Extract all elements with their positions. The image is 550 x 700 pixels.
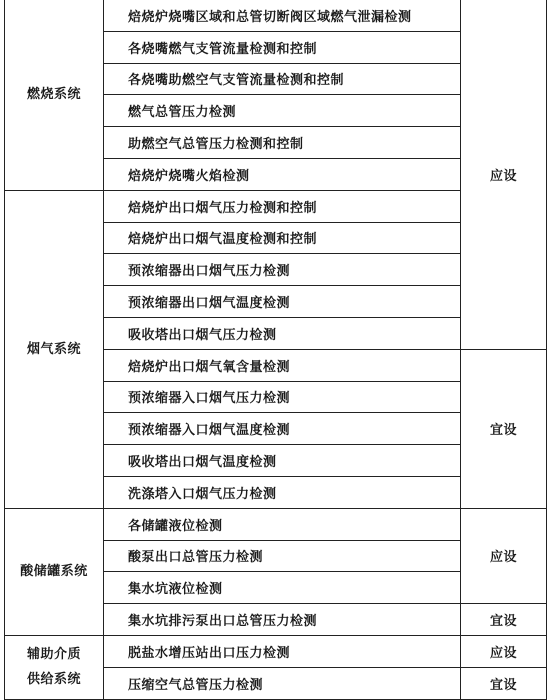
item-cell: 洗涤塔入口烟气压力检测	[104, 476, 461, 508]
item-cell: 各烧嘴燃气支管流量检测和控制	[104, 31, 461, 63]
system-label-line-1: 辅助介质	[26, 647, 81, 663]
item-cell: 吸收塔出口烟气温度检测	[104, 445, 461, 477]
table-row	[5, 0, 547, 31]
requirement-cell-required: 应设	[461, 635, 547, 667]
table-row	[5, 508, 547, 540]
item-cell: 集水坑排污泵出口总管压力检测	[104, 604, 461, 636]
item-cell: 焙烧炉烧嘴区域和总管切断阀区域燃气泄漏检测	[104, 0, 461, 31]
item-cell: 燃气总管压力检测	[104, 95, 461, 127]
requirement-cell-required: 应设	[461, 0, 547, 349]
system-cell-flue-gas: 烟气系统	[5, 190, 104, 508]
system-cell-combustion: 燃烧系统	[5, 0, 104, 190]
item-cell: 酸泵出口总管压力检测	[104, 540, 461, 572]
requirement-cell-recommended: 宜设	[461, 667, 547, 699]
requirement-cell-required: 应设	[461, 508, 547, 603]
requirement-cell-recommended: 宜设	[461, 604, 547, 636]
item-cell: 焙烧炉出口烟气氧含量检测	[104, 349, 461, 381]
item-cell: 压缩空气总管压力检测	[104, 667, 461, 699]
item-cell: 焙烧炉出口烟气温度检测和控制	[104, 222, 461, 254]
item-cell: 吸收塔出口烟气压力检测	[104, 317, 461, 349]
item-cell: 预浓缩器入口烟气温度检测	[104, 413, 461, 445]
item-cell: 焙烧炉烧嘴火焰检测	[104, 158, 461, 190]
requirements-table	[4, 0, 547, 700]
item-cell: 集水坑液位检测	[104, 572, 461, 604]
item-cell: 各储罐液位检测	[104, 508, 461, 540]
table-row	[5, 635, 547, 667]
system-label-line-2: 供给系统	[26, 672, 81, 688]
item-cell: 脱盐水增压站出口压力检测	[104, 635, 461, 667]
system-cell-auxiliary-supply	[5, 635, 104, 699]
item-cell: 焙烧炉出口烟气压力检测和控制	[104, 190, 461, 222]
system-cell-acid-tank: 酸储罐系统	[5, 508, 104, 635]
monitoring-requirements-table	[4, 0, 546, 692]
requirement-cell-recommended: 宜设	[461, 349, 547, 508]
item-cell: 预浓缩器出口烟气压力检测	[104, 254, 461, 286]
item-cell: 各烧嘴助燃空气支管流量检测和控制	[104, 63, 461, 95]
item-cell: 助燃空气总管压力检测和控制	[104, 127, 461, 159]
item-cell: 预浓缩器入口烟气压力检测	[104, 381, 461, 413]
item-cell: 预浓缩器出口烟气温度检测	[104, 286, 461, 318]
